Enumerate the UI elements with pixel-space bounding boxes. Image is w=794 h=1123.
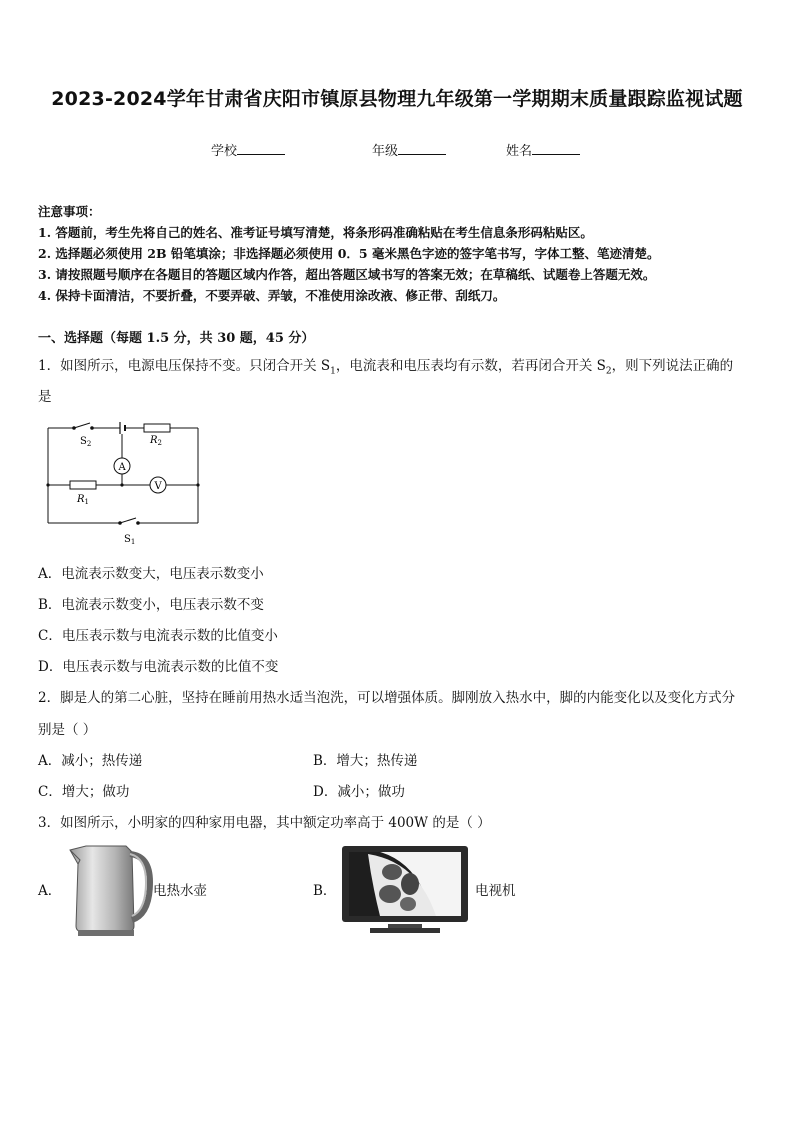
resistor-r2 [144,424,170,432]
question-1-stem [38,354,733,377]
q1-option-d: D．电压表示数与电流表示数的比值不变 [38,659,279,675]
q1-stem-part: ，则下列说法正确的 [611,358,734,374]
note-item: 4. 保持卡面清洁，不要折叠，不要弄破、弄皱，不准使用涂改液、修正带、刮纸刀。 [38,288,506,303]
label-r1: $R_1$ [77,494,89,506]
q2-option-b: B．增大；热传递 [313,753,418,769]
switch-s1-blade [120,518,136,523]
school-label: 学校 [211,144,238,159]
q3-option-b-label: 电视机 [475,883,516,899]
grade-blank [398,142,446,155]
question-2-stem: 2．脚是人的第二心脏，坚持在睡前用热水适当泡洗，可以增强体质。脚刚放入热水中，脚的内能变化以及变化方式分 [38,690,736,706]
label-s1: $S_1$ [124,534,136,546]
q1-option-a: A．电流表示数变大，电压表示数变小 [38,566,264,582]
grade-label: 年级 [372,144,399,159]
label-voltmeter: V [154,481,162,492]
q3-option-a-label: 电热水壶 [153,883,207,899]
resistor-r1 [70,481,96,489]
section-heading: 一、选择题（每题 1.5 分，共 30 题，45 分） [38,331,315,346]
television-icon [340,844,470,936]
note-item: 2. 选择题必须使用 2B 铅笔填涂；非选择题必须使用 0．5 毫米黑色字迹的签字笔书写，字体工整、笔迹清楚。 [38,246,660,261]
question-3-stem: 3．如图所示，小明家的四种家用电器，其中额定功率高于 400W 的是（ ） [38,815,491,831]
name-label: 姓名 [506,144,533,159]
electric-kettle-icon [64,842,154,938]
q1-sub: 1 [330,366,336,377]
name-blank [532,142,580,155]
name-field [506,140,580,159]
label-ammeter: A [118,462,126,473]
label-s2: $S_2$ [80,436,92,448]
notes-heading: 注意事项： [38,204,101,219]
q1-sub: 2 [605,366,612,377]
q1-stem-part: 1．如图所示，电源电压保持不变。只闭合开关 S [38,358,331,374]
note-item: 1. 答题前，考生先将自己的姓名、准考证号填写清楚，将条形码准确粘贴在考生信息条形码粘贴区。 [38,225,593,240]
q3-option-b-letter: B． [313,883,337,899]
page-title: 2023-2024学年甘肃省庆阳市镇原县物理九年级第一学期期末质量跟踪监视试题 [51,88,743,110]
q3-option-a-letter: A． [38,883,62,899]
grade-field [372,140,446,159]
q1-stem-part: ，电流表和电压表均有示数，若再闭合开关 S [335,358,606,374]
q1-option-c: C．电压表示数与电流表示数的比值变小 [38,628,278,644]
circuit-diagram [40,418,210,548]
q2-option-d: D．减小；做功 [313,784,405,800]
q2-option-a: A．减小；热传递 [38,753,143,769]
label-r2: $R_2$ [150,435,162,447]
note-item: 3. 请按照题号顺序在各题目的答题区域内作答，超出答题区域书写的答案无效；在草稿纸、试题卷上答题无效。 [38,267,656,282]
q1-option-b: B．电流表示数变小，电压表示数不变 [38,597,264,613]
question-1-stem-line2: 是 [38,389,52,405]
question-2-stem-line2: 别是（ ） [38,722,97,738]
q2-option-c: C．增大；做功 [38,784,130,800]
switch-s2-blade [74,423,90,428]
school-field [211,140,285,159]
school-blank [237,142,285,155]
